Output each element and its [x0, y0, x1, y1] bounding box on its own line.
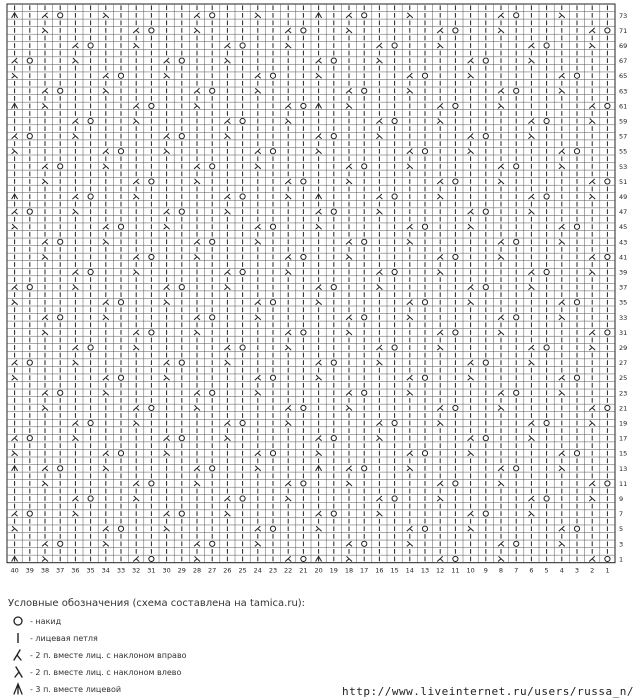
column-number-label: 26 — [223, 566, 232, 575]
legend-label-yarn-over: - накид — [30, 616, 62, 626]
column-number-label: 20 — [314, 566, 323, 575]
row-number-label: 11 — [619, 479, 628, 488]
row-number-label: 7 — [619, 510, 624, 519]
column-number-label: 40 — [10, 566, 19, 575]
row-number-label: 19 — [619, 419, 628, 428]
column-number-label: 6 — [529, 566, 534, 575]
row-number-label: 35 — [619, 298, 628, 307]
column-number-label: 33 — [116, 566, 126, 575]
column-number-label: 39 — [25, 566, 34, 575]
column-number-label: 2 — [590, 566, 595, 575]
column-number-label: 5 — [544, 566, 549, 575]
legend-label-k2tog-left: - 2 п. вместе лиц. с наклоном влево — [30, 667, 182, 677]
row-number-label: 53 — [619, 162, 628, 171]
row-number-label: 51 — [619, 177, 628, 186]
k2tog-left-icon — [10, 664, 26, 680]
k2tog-right-icon — [10, 647, 26, 663]
column-number-label: 15 — [390, 566, 399, 575]
row-number-label: 55 — [619, 147, 628, 156]
row-number-label: 73 — [619, 11, 628, 20]
legend-item-knit — [10, 630, 98, 646]
column-number-label: 18 — [344, 566, 354, 575]
column-number-label: 36 — [71, 566, 80, 575]
legend-item-k2tog-left — [10, 664, 181, 680]
column-number-label: 17 — [360, 566, 369, 575]
column-number-label: 28 — [192, 566, 202, 575]
row-number-label: 41 — [619, 253, 628, 262]
legend-label-knit: - лицевая петля — [30, 633, 98, 643]
k3tog-icon — [10, 681, 26, 697]
column-number-label: 23 — [268, 566, 278, 575]
row-number-label: 13 — [619, 464, 628, 473]
row-number-label: 39 — [619, 268, 628, 277]
column-number-label: 32 — [132, 566, 141, 575]
legend-item-k2tog-right — [10, 647, 187, 663]
row-number-label: 67 — [619, 57, 628, 66]
column-number-label: 38 — [40, 566, 50, 575]
row-number-label: 23 — [619, 389, 628, 398]
row-number-label: 9 — [619, 495, 624, 504]
row-number-label: 21 — [619, 404, 628, 413]
legend-item-yarn-over — [10, 613, 61, 629]
row-number-label: 29 — [619, 344, 628, 353]
column-number-label: 24 — [253, 566, 262, 575]
column-number-label: 8 — [498, 566, 504, 575]
row-number-label: 17 — [619, 434, 628, 443]
column-number-label: 11 — [451, 566, 460, 575]
legend-title: Условные обозначения (схема составлена на tamica.ru): — [8, 598, 306, 609]
column-number-label: 7 — [514, 566, 519, 575]
row-number-label: 25 — [619, 374, 628, 383]
column-number-label: 14 — [405, 566, 414, 575]
column-number-label: 30 — [162, 566, 171, 575]
row-number-label: 43 — [619, 238, 628, 247]
column-number-label: 31 — [147, 566, 156, 575]
column-number-label: 13 — [420, 566, 430, 575]
column-number-label: 27 — [208, 566, 217, 575]
row-number-label: 33 — [619, 313, 628, 322]
column-number-label: 4 — [559, 566, 564, 575]
column-number-label: 21 — [299, 566, 308, 575]
legend-item-k3tog — [10, 681, 121, 697]
column-number-label: 1 — [605, 566, 610, 575]
watermark-url: http://www.liveinternet.ru/users/russa_n/ — [341, 685, 634, 698]
row-number-label: 49 — [619, 193, 628, 202]
row-number-label: 1 — [619, 555, 624, 564]
row-number-label: 59 — [619, 117, 628, 126]
row-number-label: 37 — [619, 283, 628, 292]
row-number-label: 45 — [619, 223, 628, 232]
yarn-over-icon — [10, 613, 26, 629]
legend-label-k3tog: - 3 п. вместе лицевой — [30, 684, 122, 694]
column-number-label: 12 — [436, 566, 445, 575]
row-number-label: 61 — [619, 102, 628, 111]
row-number-label: 71 — [619, 26, 628, 35]
row-number-label: 63 — [619, 87, 628, 96]
row-number-label: 31 — [619, 328, 628, 337]
column-number-label: 35 — [86, 566, 95, 575]
column-number-label: 9 — [483, 566, 488, 575]
row-number-label: 57 — [619, 132, 628, 141]
row-number-label: 47 — [619, 208, 628, 217]
row-number-label: 69 — [619, 42, 628, 51]
legend-label-k2tog-right: - 2 п. вместе лиц. с наклоном вправо — [30, 650, 187, 660]
column-number-label: 16 — [375, 566, 384, 575]
column-number-label: 10 — [466, 566, 475, 575]
row-number-label: 3 — [619, 540, 624, 549]
column-number-label: 19 — [329, 566, 338, 575]
column-number-label: 34 — [101, 566, 110, 575]
column-number-label: 22 — [284, 566, 293, 575]
row-number-label: 27 — [619, 359, 628, 368]
column-number-label: 29 — [177, 566, 186, 575]
knit-stitch-icon — [10, 630, 26, 646]
row-number-label: 65 — [619, 72, 628, 81]
column-number-label: 37 — [56, 566, 65, 575]
column-number-label: 25 — [238, 566, 247, 575]
row-number-label: 5 — [619, 525, 624, 534]
row-number-label: 15 — [619, 449, 628, 458]
column-number-label: 3 — [574, 566, 580, 575]
